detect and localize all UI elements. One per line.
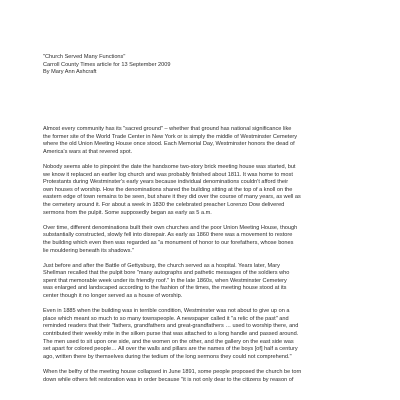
text-line: America's wars at that revered spot.	[43, 148, 133, 155]
paragraph	[43, 369, 362, 384]
text-line: own houses of worship. How the denominations shared the building sitting at the top of a knoll on the	[43, 186, 293, 193]
text-line: Shellman recalled that the pulpit bore "many autographs and pathetic messages of the soldiers who	[43, 270, 290, 277]
text-line: Protestants during Westminster's early years because individual denominations couldn't afford their	[43, 179, 289, 186]
text-line: When the belfry of the meeting house collapsed in June 1891, some people proposed the church be torn	[43, 369, 302, 375]
text-line: set apart for colored people… All over the walls and pillars are the names of the boys [of] half a century	[43, 346, 298, 353]
article-body	[43, 126, 362, 392]
text-line: sermons from the pulpit. Some supposedly began as early as 5 a.m.	[43, 209, 212, 216]
article-source: Carroll County Times article for 13 September 2009	[43, 61, 171, 68]
text-line: spent that memorable week under its friendly roof." In the late 1860s, when Westminster Cemetery	[43, 277, 287, 284]
text-line: reminded readers that their "fathers, grandfathers and great-grandfathers … used to worship there, and	[43, 323, 299, 330]
text-line: was enlarged and landscaped according to the fashion of the times, the meeting house stood at its	[43, 285, 287, 292]
text-line: the former site of the World Trade Center in New York or is simply the middle of Westminster Cemetery	[43, 133, 298, 140]
paragraph	[43, 308, 362, 361]
paragraph	[43, 263, 362, 301]
paragraph	[43, 126, 362, 156]
text-line: substantially constructed, slowly fell into disrepair. As early as 1860 there was a movement to restore	[43, 232, 293, 239]
text-line: we know it replaced an earlier log church and was probably finished about 1811. It was home to most	[43, 171, 293, 178]
text-line: ago, written there by themselves during the tedium of the long sermons they could not comprehend."	[43, 353, 292, 360]
text-line: lie mouldering beneath its shadows."	[43, 247, 134, 254]
text-line: Over time, different denominations built their own churches and the poor Union Meeting House, though	[43, 224, 298, 231]
paragraph	[43, 164, 362, 217]
text-line: Just before and after the Battle of Gettysburg, the church served as a hospital. Years later, Mary	[43, 262, 280, 269]
text-line: The men used to sit upon one side, and the women on the other, and the gallery on the east side was	[43, 338, 294, 345]
text-line: where the old Union Meeting House once stood. Each Memorial Day, Westminster honors the dead of	[43, 141, 295, 148]
article-byline: By Mary Ann Ashcraft	[43, 69, 97, 75]
text-line: place which meant so much to so many townspeople. A newspaper called it "a relic of the past" and	[43, 315, 289, 322]
text-line: center though it no longer served as a house of worship.	[43, 293, 183, 300]
article-header	[43, 54, 373, 77]
text-line: Nobody seems able to pinpoint the date the handsome two-story brick meeting house was started, but	[43, 163, 296, 170]
article-title: "Church Served Many Functions"	[43, 54, 126, 60]
text-line: down while others felt restoration was in order because "it is not only dear to the citizens by reason of	[43, 376, 294, 383]
text-line: the cemetery around it. For about a week in 1830 the celebrated preacher Lorenzo Dow delivered	[43, 201, 285, 208]
text-line: Even in 1885 when the building was in terrible condition, Westminster was not about to give up on a	[43, 308, 290, 315]
paragraph	[43, 225, 362, 255]
text-line: Almost every community has its "sacred ground" – whether that ground has national significance like	[43, 126, 292, 132]
text-line: the building which even then was regarded as "a monument of honor to our forefathers, whose bones	[43, 239, 294, 246]
text-line: eastern edge of town remains to be seen, but share it they did over the course of many years, as well as	[43, 194, 301, 201]
text-line: contributed their weekly mite in the silken purse that was attached to a long handle and passed around.	[43, 331, 299, 338]
